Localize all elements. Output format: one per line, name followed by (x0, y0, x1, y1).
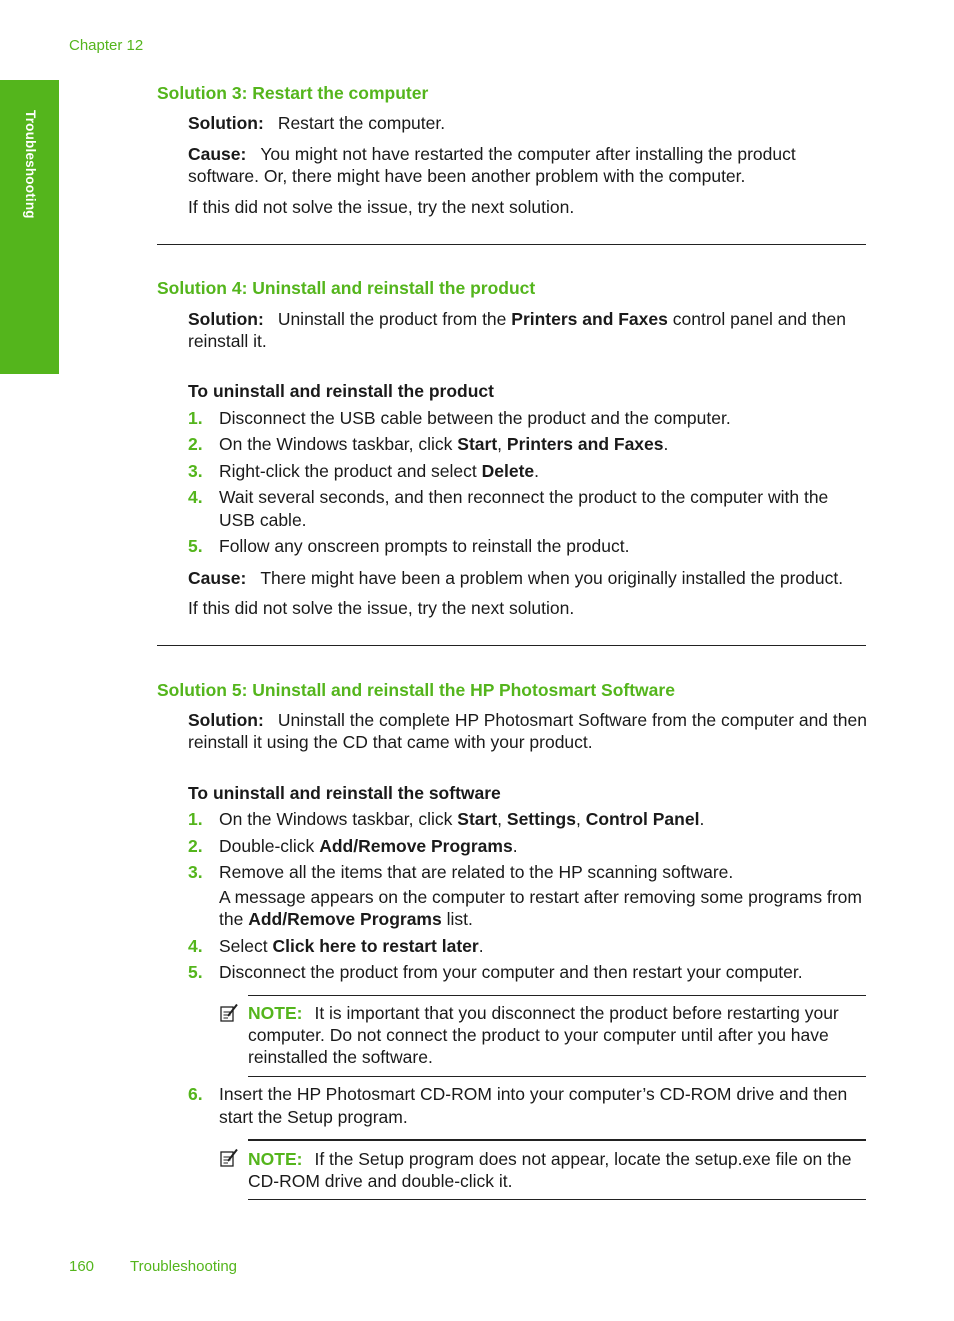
divider (157, 244, 866, 245)
side-tab (0, 80, 59, 374)
solution-3-next: If this did not solve the issue, try the next solution. (188, 197, 575, 217)
note-box (248, 995, 866, 1077)
solution-3-solution: Solution: Restart the computer. (188, 113, 446, 133)
solution-4-next: If this did not solve the issue, try the next solution. (188, 598, 575, 618)
solution-5-subhead: To uninstall and reinstall the software (188, 783, 501, 803)
solution-4-subhead: To uninstall and reinstall the product (188, 381, 494, 401)
page-number: 160 (69, 1258, 95, 1275)
note-box (248, 1139, 866, 1200)
solution-3-title: Solution 3: Restart the computer (157, 83, 429, 103)
chapter-header: Chapter 12 (69, 37, 144, 54)
note-text: NOTE: It is important that you disconnect the product before restarting your computer. Do not connect the product to your computer until after you have reinstalled the software. (248, 1003, 839, 1067)
solution-4-cause: Cause: There might have been a problem when you originally installed the product. (188, 568, 844, 588)
solution-4-solution: Solution: Uninstall the product from the Printers and Faxes control panel and then reinstall it. (188, 309, 846, 351)
side-tab-label: Troubleshooting (23, 110, 38, 219)
footer-section: Troubleshooting (130, 1258, 238, 1275)
note-text: NOTE: If the Setup program does not appear, locate the setup.exe file on the CD-ROM drive and double-click it. (248, 1149, 852, 1191)
note-icon (219, 1003, 239, 1023)
solution-5-solution: Solution: Uninstall the complete HP Photosmart Software from the computer and then reinstall it using the CD that came with your product. (188, 710, 867, 752)
solution-5-title: Solution 5: Uninstall and reinstall the HP Photosmart Software (157, 680, 675, 700)
solution-3-cause: Cause: You might not have restarted the computer after installing the product software. Or, there might have been another problem with the computer. (188, 144, 796, 186)
note-icon (219, 1148, 239, 1168)
solution-4-title: Solution 4: Uninstall and reinstall the product (157, 278, 536, 298)
divider (157, 645, 866, 646)
